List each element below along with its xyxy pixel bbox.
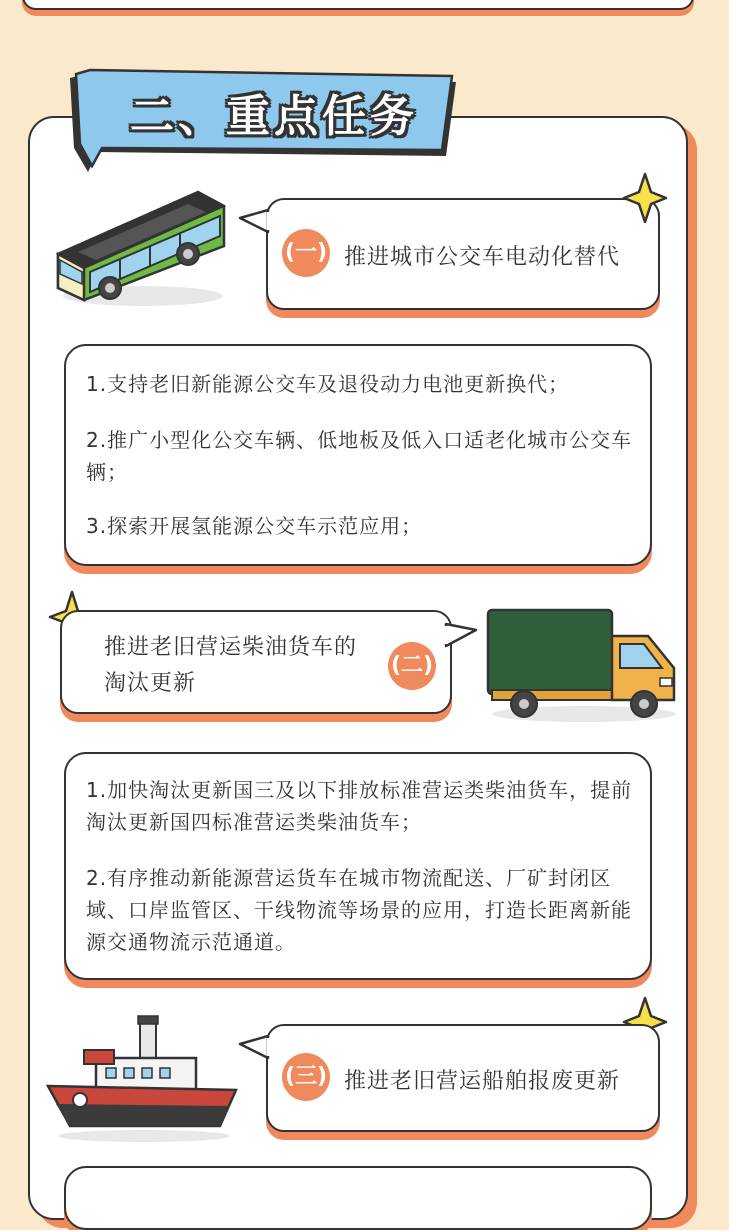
task-3-badge: (三) [282, 1053, 330, 1101]
task-1-item-1: 1.支持老旧新能源公交车及退役动力电池更新换代； [86, 372, 570, 396]
task-2-title-line-2: 淘汰更新 [104, 671, 197, 696]
task-2-item-2: 2.有序推动新能源营运货车在城市物流配送、厂矿封闭区域、口岸监管区、干线物流等场景的应用，打造长距离新能源交通物流示范通道。 [86, 866, 632, 954]
previous-panel-edge [22, 0, 694, 10]
task-1-badge: (一) [282, 229, 330, 277]
section-banner [64, 68, 464, 172]
task-3-title: 推进老旧营运船舶报废更新 [344, 1069, 621, 1094]
ship-icon [44, 1014, 240, 1142]
section-title: 二、重点任务 [130, 91, 418, 142]
truck-icon [484, 606, 680, 724]
bubble-3-tail [238, 1034, 272, 1064]
task-2-badge: (二) [388, 642, 436, 690]
task-3-list-panel [64, 1166, 652, 1230]
task-1-item-2: 2.推广小型化公交车辆、低地板及低入口适老化城市公交车辆； [86, 428, 633, 484]
bus-icon [48, 184, 228, 308]
star-icon [622, 172, 668, 224]
task-2-item-1: 1.加快淘汰更新国三及以下排放标准营运类柴油货车，提前淘汰更新国四标准营运类柴油货车； [86, 778, 633, 834]
task-2-list-panel [64, 752, 652, 980]
bubble-2-tail [442, 622, 478, 652]
task-1-list-panel [64, 344, 652, 566]
task-2-title-line-1: 推进老旧营运柴油货车的 [104, 635, 358, 660]
task-1-item-3: 3.探索开展氢能源公交车示范应用； [86, 514, 423, 538]
task-1-title: 推进城市公交车电动化替代 [344, 245, 621, 270]
bubble-1-tail [238, 208, 272, 238]
